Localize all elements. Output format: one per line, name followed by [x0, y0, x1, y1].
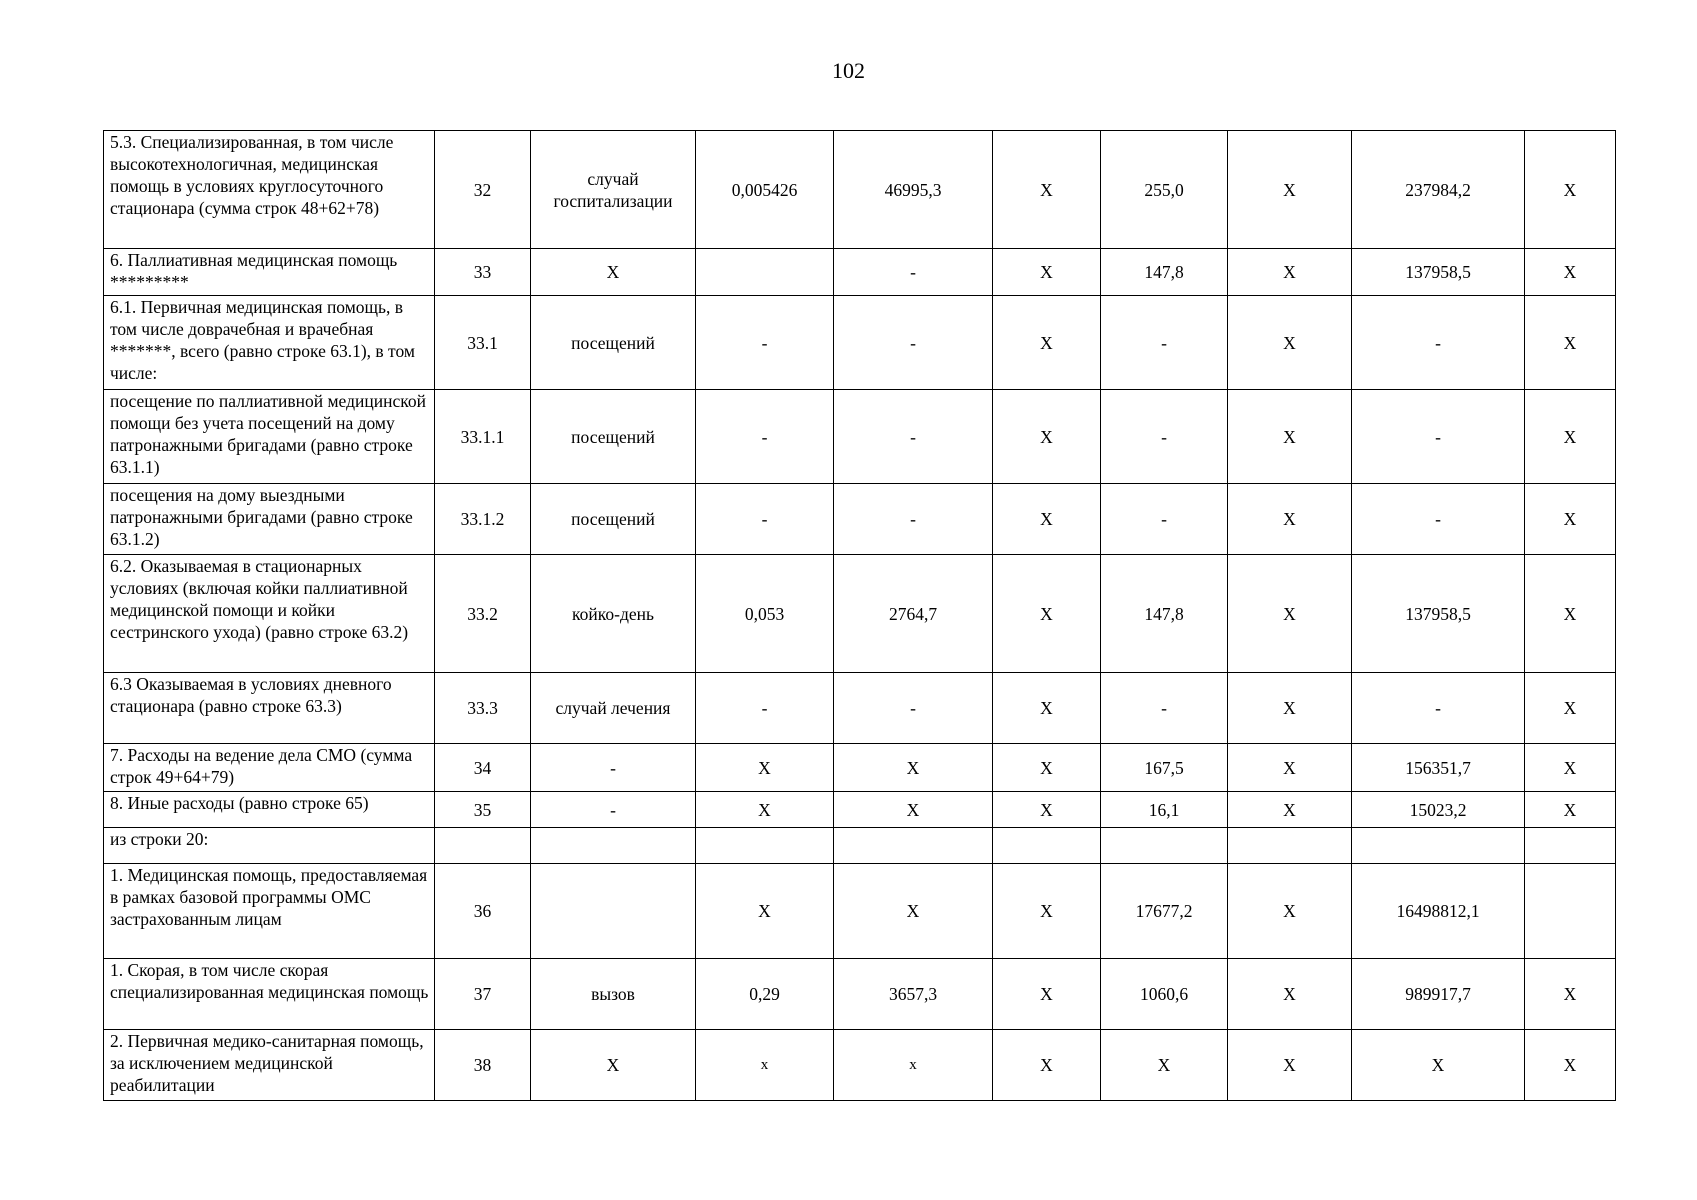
value-cell: - — [696, 296, 834, 390]
value-cell: - — [1101, 673, 1228, 744]
unit-cell: - — [531, 744, 696, 792]
value-cell: 15023,2 — [1352, 792, 1525, 828]
row-name-cell: 1. Скорая, в том числе скорая специализированная медицинская помощь — [104, 959, 435, 1030]
value-cell: x — [696, 1030, 834, 1101]
value-cell: X — [993, 744, 1101, 792]
value-cell: 147,8 — [1101, 555, 1228, 673]
row-number-cell: 32 — [435, 131, 531, 249]
value-cell: X — [993, 792, 1101, 828]
value-cell: X — [1525, 959, 1616, 1030]
value-cell: X — [1228, 484, 1352, 555]
table-row — [104, 828, 1616, 864]
value-cell: 137958,5 — [1352, 249, 1525, 296]
value-cell: X — [696, 792, 834, 828]
value-cell — [1101, 828, 1228, 864]
value-cell: X — [1101, 1030, 1228, 1101]
value-cell: 16498812,1 — [1352, 864, 1525, 959]
value-cell: 137958,5 — [1352, 555, 1525, 673]
value-cell: X — [696, 864, 834, 959]
value-cell: 0,005426 — [696, 131, 834, 249]
unit-cell — [531, 828, 696, 864]
value-cell: X — [1352, 1030, 1525, 1101]
row-name-cell: 6.1. Первичная медицинская помощь, в том числе доврачебная и врачебная *******, всего (равно строке 63.1), в том числе: — [104, 296, 435, 390]
value-cell: X — [1525, 249, 1616, 296]
value-cell: X — [1525, 296, 1616, 390]
value-cell — [1228, 828, 1352, 864]
row-number-cell: 36 — [435, 864, 531, 959]
value-cell: X — [993, 296, 1101, 390]
unit-cell — [531, 864, 696, 959]
value-cell — [1352, 828, 1525, 864]
value-cell: - — [1101, 484, 1228, 555]
value-cell: X — [1228, 131, 1352, 249]
unit-cell: койко-день — [531, 555, 696, 673]
table-row — [104, 131, 1616, 249]
value-cell: X — [834, 792, 993, 828]
unit-cell: посещений — [531, 390, 696, 484]
value-cell: - — [834, 249, 993, 296]
value-cell: X — [993, 959, 1101, 1030]
table-row — [104, 555, 1616, 673]
value-cell: x — [834, 1030, 993, 1101]
table-row — [104, 792, 1616, 828]
row-name-cell: из строки 20: — [104, 828, 435, 864]
value-cell: X — [1228, 555, 1352, 673]
value-cell: - — [834, 390, 993, 484]
row-number-cell: 35 — [435, 792, 531, 828]
value-cell: - — [696, 673, 834, 744]
value-cell: X — [1228, 296, 1352, 390]
row-name-cell: 5.3. Специализированная, в том числе высокотехнологичная, медицинская помощь в условиях круглосуточного стационара (сумма строк 48+62+78) — [104, 131, 435, 249]
value-cell: X — [993, 673, 1101, 744]
row-name-cell: 6.2. Оказываемая в стационарных условиях (включая койки паллиативной медицинской помощи и койки сестринского ухода) (равно строке 63.2) — [104, 555, 435, 673]
value-cell: X — [993, 484, 1101, 555]
value-cell: - — [696, 390, 834, 484]
value-cell: X — [993, 131, 1101, 249]
value-cell: 237984,2 — [1352, 131, 1525, 249]
value-cell: 0,053 — [696, 555, 834, 673]
unit-cell: X — [531, 249, 696, 296]
row-name-cell: посещение по паллиативной медицинской помощи без учета посещений на дому патронажными бригадами (равно строке 63.1.1) — [104, 390, 435, 484]
value-cell: X — [696, 744, 834, 792]
value-cell: 147,8 — [1101, 249, 1228, 296]
table-row — [104, 249, 1616, 296]
row-name-cell: 8. Иные расходы (равно строке 65) — [104, 792, 435, 828]
row-number-cell: 37 — [435, 959, 531, 1030]
value-cell: - — [834, 296, 993, 390]
value-cell: X — [993, 1030, 1101, 1101]
row-number-cell — [435, 828, 531, 864]
value-cell: 2764,7 — [834, 555, 993, 673]
row-name-cell: 6. Паллиативная медицинская помощь ********* — [104, 249, 435, 296]
value-cell: 989917,7 — [1352, 959, 1525, 1030]
value-cell: X — [993, 390, 1101, 484]
value-cell: 156351,7 — [1352, 744, 1525, 792]
row-name-cell: 7. Расходы на ведение дела СМО (сумма строк 49+64+79) — [104, 744, 435, 792]
value-cell: X — [1228, 1030, 1352, 1101]
value-cell: 17677,2 — [1101, 864, 1228, 959]
table-row — [104, 959, 1616, 1030]
value-cell: - — [1352, 390, 1525, 484]
unit-cell: - — [531, 792, 696, 828]
value-cell: X — [1525, 555, 1616, 673]
value-cell: X — [834, 864, 993, 959]
value-cell — [834, 828, 993, 864]
row-number-cell: 33 — [435, 249, 531, 296]
row-number-cell: 33.3 — [435, 673, 531, 744]
value-cell: - — [834, 673, 993, 744]
value-cell: - — [1352, 484, 1525, 555]
unit-cell: посещений — [531, 484, 696, 555]
row-number-cell: 33.2 — [435, 555, 531, 673]
value-cell: X — [1525, 484, 1616, 555]
table-row — [104, 484, 1616, 555]
data-table — [103, 130, 1616, 1101]
value-cell — [696, 249, 834, 296]
unit-cell: посещений — [531, 296, 696, 390]
value-cell: X — [1228, 673, 1352, 744]
row-number-cell: 33.1 — [435, 296, 531, 390]
value-cell: 1060,6 — [1101, 959, 1228, 1030]
value-cell: X — [1228, 744, 1352, 792]
value-cell: X — [1525, 792, 1616, 828]
unit-cell: вызов — [531, 959, 696, 1030]
value-cell: - — [1352, 296, 1525, 390]
value-cell: X — [1228, 959, 1352, 1030]
value-cell: X — [1228, 864, 1352, 959]
value-cell: X — [834, 744, 993, 792]
value-cell — [1525, 864, 1616, 959]
value-cell: X — [1525, 131, 1616, 249]
value-cell — [993, 828, 1101, 864]
value-cell: - — [1101, 296, 1228, 390]
table-row — [104, 296, 1616, 390]
value-cell: 16,1 — [1101, 792, 1228, 828]
value-cell: 3657,3 — [834, 959, 993, 1030]
value-cell: X — [1228, 249, 1352, 296]
row-number-cell: 33.1.1 — [435, 390, 531, 484]
value-cell: X — [1525, 390, 1616, 484]
row-name-cell: посещения на дому выездными патронажными бригадами (равно строке 63.1.2) — [104, 484, 435, 555]
unit-cell: случай лечения — [531, 673, 696, 744]
value-cell: 46995,3 — [834, 131, 993, 249]
row-number-cell: 34 — [435, 744, 531, 792]
row-number-cell: 38 — [435, 1030, 531, 1101]
value-cell: - — [696, 484, 834, 555]
value-cell: 255,0 — [1101, 131, 1228, 249]
value-cell: 167,5 — [1101, 744, 1228, 792]
value-cell: 0,29 — [696, 959, 834, 1030]
value-cell: X — [1525, 744, 1616, 792]
page-number: 102 — [832, 58, 865, 83]
value-cell: - — [834, 484, 993, 555]
table-row — [104, 673, 1616, 744]
value-cell: X — [993, 249, 1101, 296]
row-name-cell: 1. Медицинская помощь, предоставляемая в рамках базовой программы ОМС застрахованным лицам — [104, 864, 435, 959]
row-number-cell: 33.1.2 — [435, 484, 531, 555]
value-cell: X — [1525, 1030, 1616, 1101]
unit-cell: X — [531, 1030, 696, 1101]
value-cell: - — [1101, 390, 1228, 484]
table-row — [104, 390, 1616, 484]
value-cell: X — [993, 555, 1101, 673]
unit-cell: случай госпитализации — [531, 131, 696, 249]
value-cell — [696, 828, 834, 864]
table-row — [104, 864, 1616, 959]
value-cell: X — [993, 864, 1101, 959]
value-cell — [1525, 828, 1616, 864]
value-cell: - — [1352, 673, 1525, 744]
value-cell: X — [1525, 673, 1616, 744]
row-name-cell: 6.3 Оказываемая в условиях дневного стационара (равно строке 63.3) — [104, 673, 435, 744]
table-row — [104, 1030, 1616, 1101]
value-cell: X — [1228, 792, 1352, 828]
value-cell: X — [1228, 390, 1352, 484]
row-name-cell: 2. Первичная медико-санитарная помощь, за исключением медицинской реабилитации — [104, 1030, 435, 1101]
table-row — [104, 744, 1616, 792]
